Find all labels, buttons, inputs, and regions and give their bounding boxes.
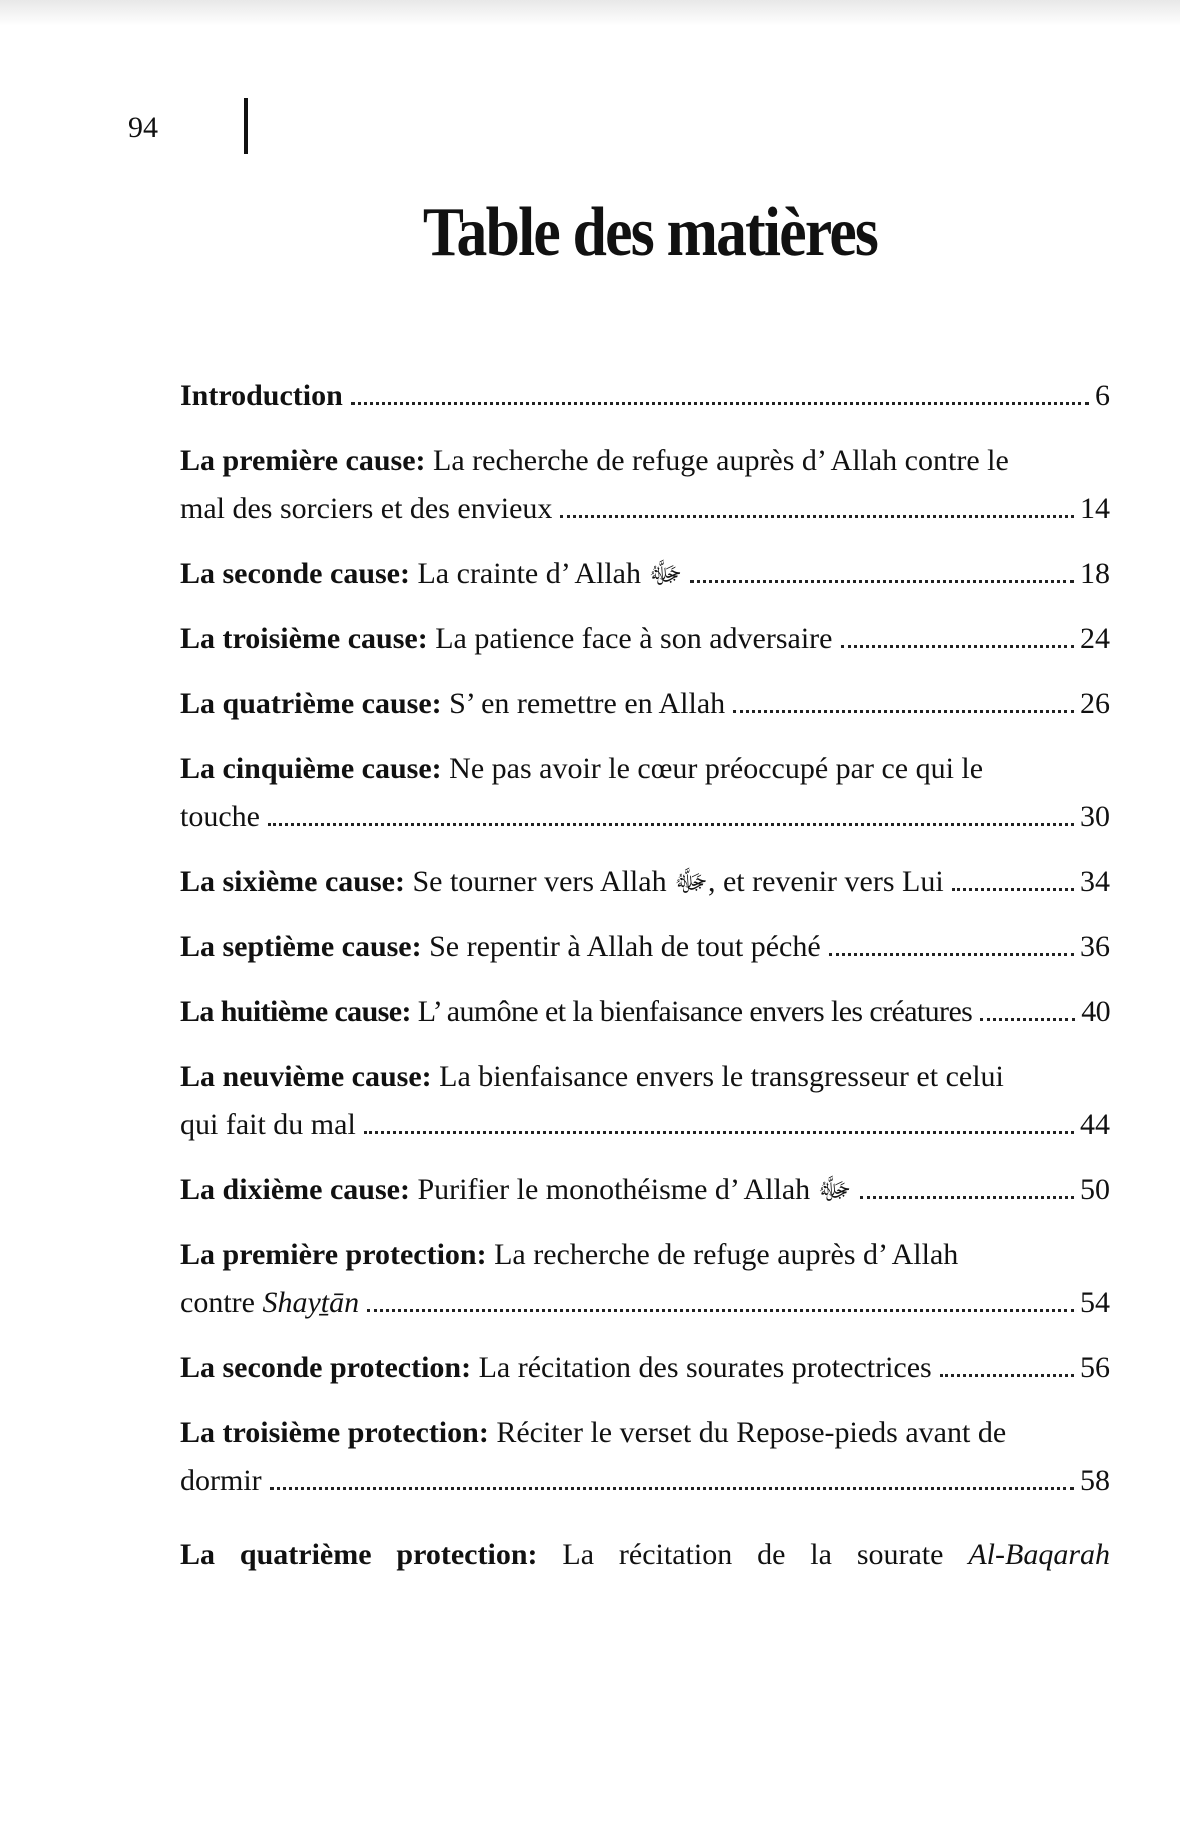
toc-page-number: 34 — [1080, 865, 1110, 898]
toc-entry-text: Réciter le verset du Repose-pieds avant de — [488, 1416, 1007, 1449]
toc-entry-protection-2[interactable] — [180, 1344, 1110, 1392]
dot-leader — [733, 710, 1074, 713]
toc-page-number: 26 — [1080, 687, 1110, 720]
dot-leader — [940, 1374, 1074, 1377]
dot-leader — [841, 645, 1075, 648]
toc-entry-text: La patience face à son adversaire — [427, 622, 833, 655]
toc-entry-text: La crainte d’ Allah ﷻ — [409, 557, 683, 590]
toc-page-number: 54 — [1080, 1286, 1110, 1319]
dot-leader — [980, 1018, 1075, 1021]
toc-entry-protection-3[interactable] — [180, 1409, 1110, 1505]
toc-page-number: 56 — [1080, 1351, 1110, 1384]
toc-entry-label: La seconde cause: — [180, 557, 410, 590]
toc-page-number: 30 — [1080, 800, 1110, 833]
toc-entry-label: La septième cause: — [180, 930, 422, 963]
toc-entry-italic-term: Shayṯān — [262, 1286, 360, 1319]
toc-entry-text: contre — [180, 1286, 263, 1319]
toc-entry-text: L’ aumône et la bienfaisance envers les créatures — [410, 995, 973, 1028]
toc-page-number: 24 — [1080, 622, 1110, 655]
toc-page-number: 40 — [1081, 995, 1110, 1028]
toc-entry-text: Purifier le monothéisme d’ Allah ﷻ — [409, 1173, 852, 1206]
dot-leader — [351, 402, 1089, 405]
toc-entry-cause-7[interactable] — [180, 923, 1110, 971]
toc-entry-label: La seconde protection: — [180, 1351, 472, 1384]
toc-entry-text: S’ en remettre en Allah — [441, 687, 726, 720]
toc-entry-label: La troisième protection: — [180, 1416, 489, 1449]
toc-entry-text: La récitation des sourates protectrices — [471, 1351, 932, 1384]
toc-entry-cause-2[interactable] — [180, 550, 1110, 598]
toc-entry-cause-1[interactable] — [180, 437, 1110, 533]
toc-entry-protection-1[interactable] — [180, 1231, 1110, 1327]
toc-entry-label: La neuvième cause: — [180, 1060, 432, 1093]
toc-page-number: 18 — [1080, 557, 1110, 590]
dot-leader — [860, 1196, 1074, 1199]
toc-entry-text: mal des sorciers et des envieux — [180, 492, 553, 525]
toc-entry-text: Se repentir à Allah de tout péché — [421, 930, 821, 963]
toc-entry-label: La première protection: — [180, 1238, 487, 1271]
toc-entry-text: qui fait du mal — [180, 1108, 356, 1141]
page-number: 94 — [128, 111, 158, 144]
dot-leader — [367, 1309, 1074, 1312]
toc-entry-cause-3[interactable] — [180, 615, 1110, 663]
toc-page-number: 58 — [1080, 1464, 1110, 1497]
toc-page-number: 36 — [1080, 930, 1110, 963]
toc-entry-label: La cinquième cause: — [180, 752, 442, 785]
toc-page-number: 14 — [1080, 492, 1110, 525]
toc-entry-label: Introduction — [180, 379, 343, 412]
toc-entry-introduction[interactable] — [180, 372, 1110, 420]
title-area — [0, 0, 1180, 300]
toc-entry-label: La dixième cause: — [180, 1173, 410, 1206]
toc-entry-cause-5[interactable] — [180, 745, 1110, 841]
toc-page-number: 6 — [1095, 379, 1110, 412]
toc-entry-label: La première cause: — [180, 444, 426, 477]
dot-leader — [952, 888, 1074, 891]
toc-entry-cause-6[interactable] — [180, 858, 1110, 906]
dot-leader — [364, 1131, 1074, 1134]
dot-leader — [270, 1487, 1074, 1490]
dot-leader — [560, 515, 1074, 518]
toc-entry-label: La sixième cause: — [180, 865, 405, 898]
toc-entry-text: La recherche de refuge auprès d’ Allah contre le — [425, 444, 1009, 477]
table-of-contents — [180, 372, 1110, 1596]
toc-page-number: 50 — [1080, 1173, 1110, 1206]
toc-entry-text: touche — [180, 800, 260, 833]
toc-entry-label: La quatrième protection: — [180, 1538, 538, 1571]
toc-entry-cause-8[interactable] — [180, 988, 1110, 1036]
toc-entry-protection-4[interactable] — [180, 1531, 1110, 1579]
toc-entry-label: La huitième cause: — [180, 995, 411, 1028]
toc-entry-label: La troisième cause: — [180, 622, 428, 655]
toc-entry-text: Se tourner vers Allah ﷻ, et revenir vers Lui — [404, 865, 944, 898]
toc-entry-text: La récitation de la sourate — [537, 1538, 969, 1571]
toc-entry-text: Ne pas avoir le cœur préoccupé par ce qui le — [441, 752, 984, 785]
toc-entry-cause-9[interactable] — [180, 1053, 1110, 1149]
toc-entry-italic-term: Al-Baqarah — [968, 1538, 1110, 1571]
dot-leader — [690, 580, 1074, 583]
page-title: Table des matières — [422, 194, 878, 271]
toc-entry-cause-4[interactable] — [180, 680, 1110, 728]
dot-leader — [268, 823, 1074, 826]
toc-entry-text: dormir — [180, 1464, 262, 1497]
toc-page-number: 44 — [1080, 1108, 1110, 1141]
toc-entry-cause-10[interactable] — [180, 1166, 1110, 1214]
toc-entry-label: La quatrième cause: — [180, 687, 442, 720]
toc-entry-text: La recherche de refuge auprès d’ Allah — [486, 1238, 959, 1271]
dot-leader — [829, 953, 1074, 956]
toc-entry-text: La bienfaisance envers le transgresseur et celui — [431, 1060, 1004, 1093]
